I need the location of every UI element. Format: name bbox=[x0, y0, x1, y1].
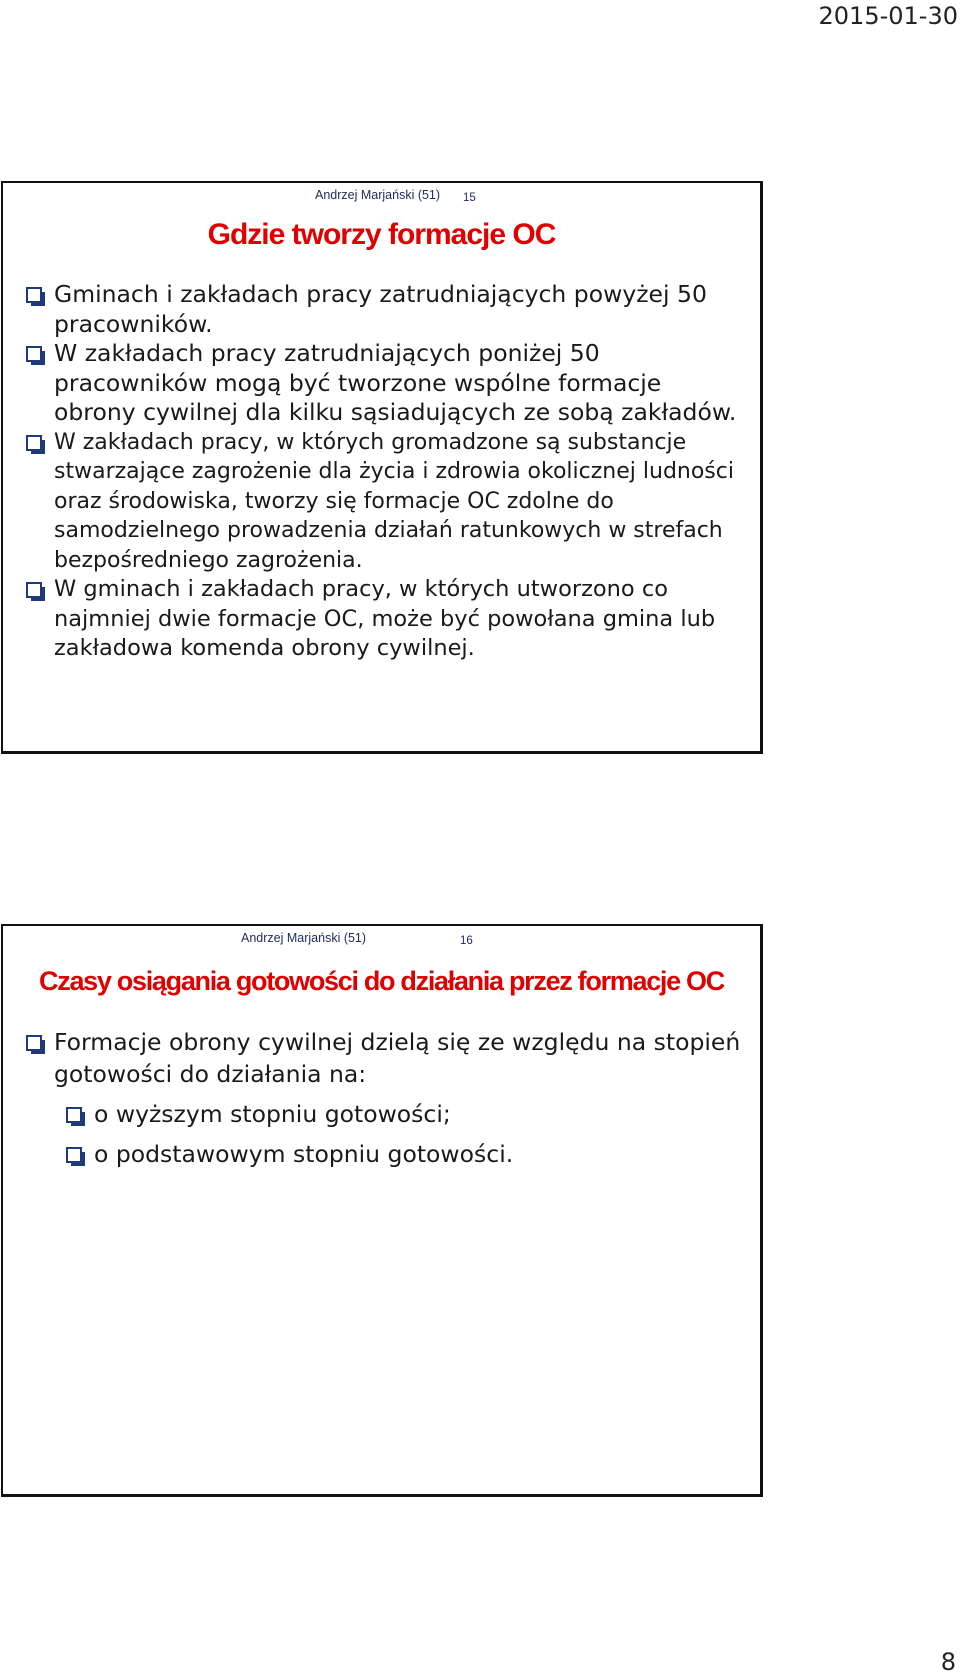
list-item: Gminach i zakładach pracy zatrudniających powyżej 50 pracowników. bbox=[21, 280, 750, 339]
list-item: Formacje obrony cywilnej dzielą się ze względu na stopień gotowości do działania na: bbox=[21, 1026, 750, 1090]
slide-number: 16 bbox=[460, 935, 473, 947]
slide-title: Czasy osiągania gotowości do działania przez formacje OC bbox=[39, 966, 724, 996]
page-number: 8 bbox=[940, 1648, 956, 1676]
checkbox-bullet-icon bbox=[66, 1147, 82, 1163]
list-item: o wyższym stopniu gotowości; bbox=[21, 1098, 750, 1130]
list-item: W zakładach pracy, w których gromadzone są substancje stwarzające zagrożenie dla życia i zdrowia okolicznej ludności oraz środowiska, tworzy się formacje OC zdolne do samodzielnego prowadzenia działań ratunkowych w strefach bezpośredniego zagrożenia. bbox=[21, 428, 750, 576]
checkbox-bullet-icon bbox=[26, 1035, 42, 1051]
list-item: o podstawowym stopniu gotowości. bbox=[21, 1138, 750, 1170]
bullet-list bbox=[21, 280, 750, 664]
slide-15 bbox=[1, 181, 763, 754]
slide-author: Andrzej Marjański (51) bbox=[315, 188, 441, 202]
page-date: 2015-01-30 bbox=[818, 2, 958, 30]
bullet-list bbox=[21, 1026, 750, 1170]
checkbox-bullet-icon bbox=[66, 1107, 82, 1123]
slide-number: 15 bbox=[463, 192, 476, 204]
slide-author: Andrzej Marjański (51) bbox=[241, 931, 367, 945]
checkbox-bullet-icon bbox=[26, 435, 42, 451]
list-item: W gminach i zakładach pracy, w których utworzono co najmniej dwie formacje OC, może być powołana gmina lub zakładowa komenda obrony cywilnej. bbox=[21, 575, 750, 664]
list-item: W zakładach pracy zatrudniających poniżej 50 pracowników mogą być tworzone wspólne formacje obrony cywilnej dla kilku sąsiadujących ze sobą zakładów. bbox=[21, 339, 750, 428]
checkbox-bullet-icon bbox=[26, 346, 42, 362]
checkbox-bullet-icon bbox=[26, 582, 42, 598]
slide-title: Gdzie tworzy formacje OC bbox=[207, 218, 556, 251]
checkbox-bullet-icon bbox=[26, 287, 42, 303]
slide-16 bbox=[1, 924, 763, 1497]
